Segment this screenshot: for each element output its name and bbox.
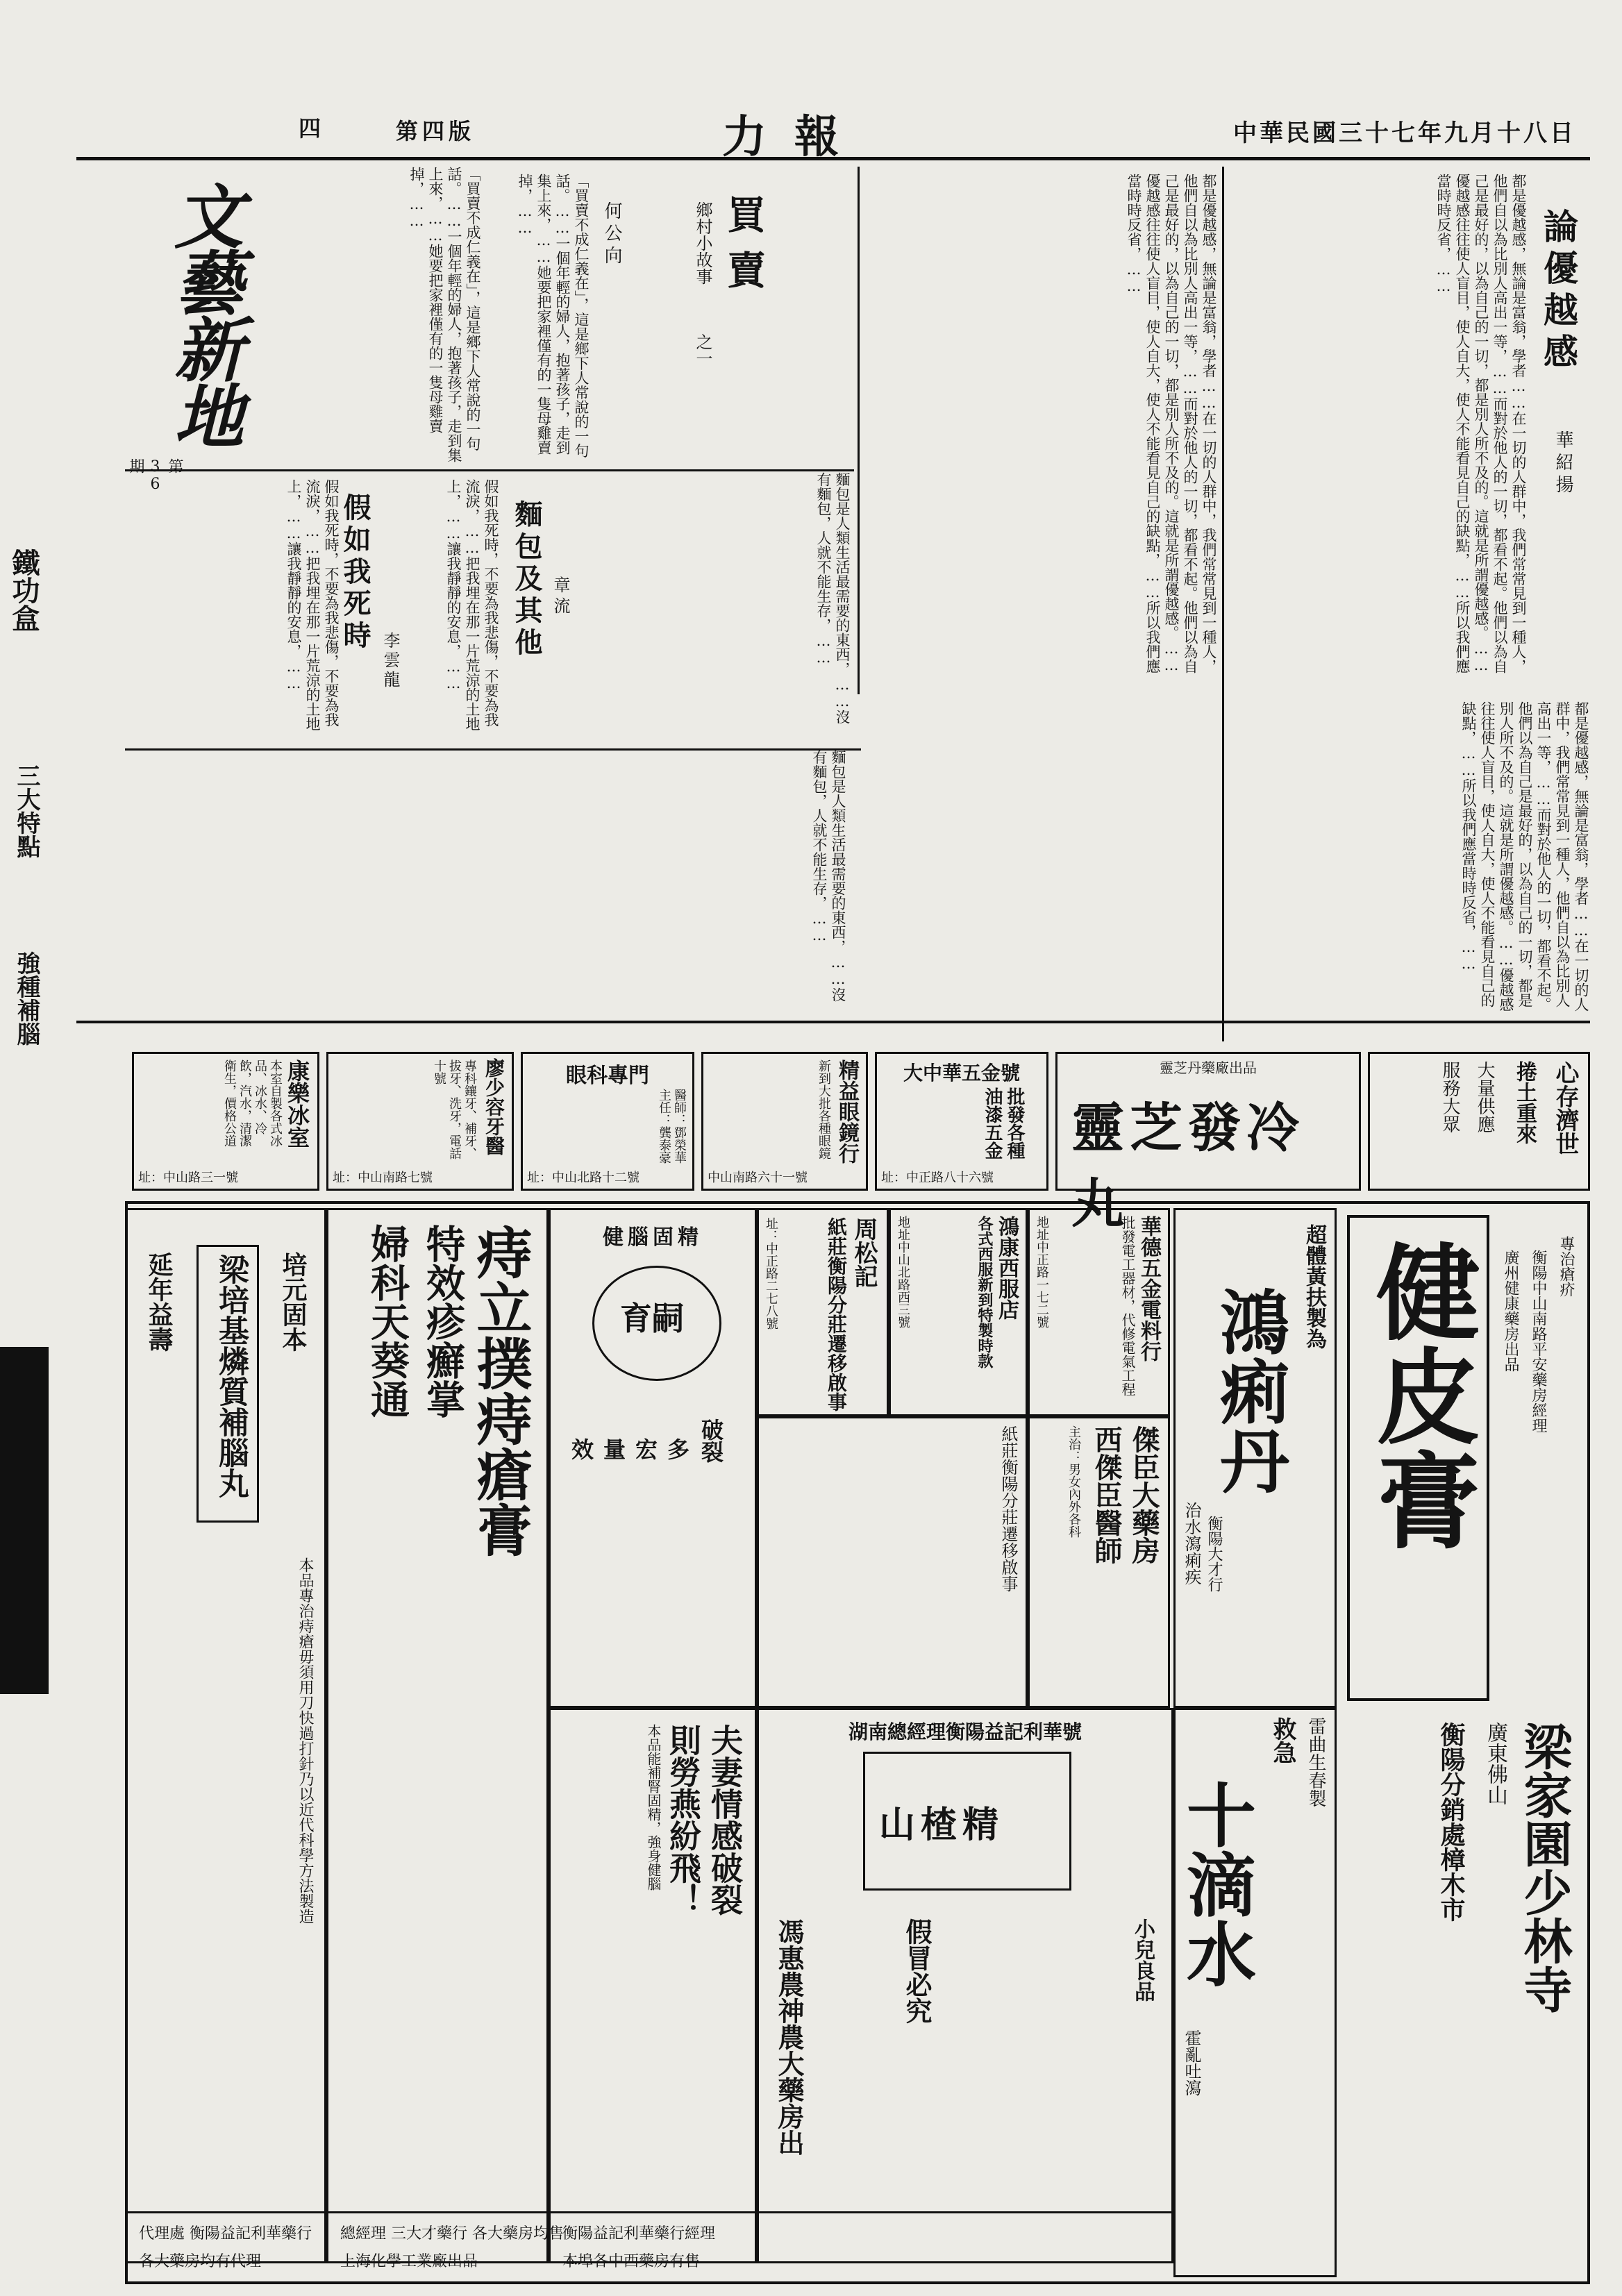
article-bread-title: 麵包及其他 [510, 500, 542, 660]
ad-lingzhi-note: 靈芝丹藥廠出品 [1160, 1059, 1257, 1076]
ad-jiannao-mid: 育嗣 [620, 1300, 684, 1337]
side-strip-mid: 三大特點 [12, 764, 40, 858]
ad-chaoti [1173, 1208, 1337, 1708]
ad-eye-address: 址：中山北路十二號 [527, 1171, 639, 1185]
ad-zhili-item-2: 婦科天葵通 [365, 1224, 410, 1418]
masthead [76, 104, 1590, 163]
article-if-dead-author: 李雲龍 [381, 632, 400, 690]
footer-4: 上海化學工業廠出品 [340, 2253, 478, 2270]
ad-shidishui-name: 十滴水 [1175, 1779, 1256, 1988]
ad-zhousong-name: 周松記 [850, 1217, 878, 1288]
ad-chaoti-top: 超體黃扶製為 [1302, 1224, 1326, 1349]
ad-jiechen [1028, 1416, 1170, 1708]
article-bread-author: 章流 [551, 576, 570, 618]
ad-jiannao [549, 1208, 757, 1708]
masthead-date: 中華民國三十七年九月十八日 [1233, 119, 1576, 147]
ad-fuqi-body: 本品能補腎固精，強身健腦 [645, 1724, 662, 1891]
article-superiority-body: 都是優越感，無論是富翁，學者……在一切的人群中，我們常常見到一種人，他們自以為比別人高出一等，……而對於他人的一切，都看不起。他們以為自己是最好的，以為自己的一切，都是別人所不及的。這就是所謂優越感。……優越感往往使人盲目，使人自大，使人不能看見自己的缺點，……所以我們應當時時反省，…… [1435, 174, 1527, 673]
article-buying-body: 「買賣不成仁義在」，這是鄉下人常說的一句話。……一個年輕的婦人，抱著孩子，走到集上來，……她要把家裡僅有的一隻母雞賣掉，…… [517, 174, 590, 458]
ad-zhousong [757, 1208, 889, 1416]
ad-zhousong-address: 址：中正路二七八號 [764, 1217, 778, 1330]
ad-chaoti-place: 衡陽大才行 [1205, 1516, 1223, 1592]
ad-eye-body: 醫師：鄧榮華 主任：龔泰豪 [657, 1089, 687, 1178]
ad-jianpi-maker: 廣州健康藥房出品 [1502, 1250, 1519, 1372]
ad-kangle-body: 本室自製各式冰品、冰水、冷飲，汽水，清潔衛生，價格公道 [222, 1059, 283, 1147]
ad-zhousong-body: 紙莊衡陽分莊遷移啟事 [825, 1217, 848, 1411]
feature-title-block [125, 167, 486, 493]
ad-huade-name: 華德五金電料行 [1137, 1216, 1161, 1361]
ad-liangjia-agent: 衡陽分銷處樟木市 [1437, 1722, 1465, 1922]
ad-peiyuan-body: 本品專治痔瘡毋須用刀快過打針乃以近代科學方法製造 [296, 1557, 314, 1924]
ad-kangle [132, 1052, 319, 1191]
ad-liangjia-name: 梁家園少林寺 [1516, 1722, 1573, 2013]
article-buying-subtitle: 鄉村小故事 [693, 201, 712, 285]
ad-huade [1028, 1208, 1170, 1416]
lower-text-band [125, 694, 1590, 1021]
ad-liangjia [1340, 1708, 1587, 2277]
ad-lingzhi-name: 靈芝發冷丸 [1071, 1097, 1305, 1234]
ad-jianpi [1340, 1208, 1587, 1708]
ad-shanzha-company: 湖南總經理衡陽益記利華號 [848, 1720, 1082, 1743]
ad-jiechen-sub: 西傑臣醫師 [1090, 1425, 1122, 1564]
ad-xincun-line-3: 服務大眾 [1439, 1061, 1460, 1133]
footer-3: 總經理 三大才藥行 各大藥房均售 [340, 2225, 564, 2243]
ad-shidishui-sub: 救急 [1269, 1717, 1296, 1764]
ad-hongkang-address: 地址中山北路西三號 [896, 1216, 910, 1328]
ad-kangle-name: 康樂冰室 [284, 1059, 310, 1148]
feature-issue: 第36期 [127, 458, 183, 493]
ad-jingyi-address: 中山南路六十一號 [708, 1171, 808, 1185]
article-superiority [1229, 167, 1590, 694]
ad-zhili-item-1: 特效疹癬掌 [420, 1224, 465, 1418]
ad-fuqi-name: 夫妻情感破裂 [706, 1724, 744, 1916]
footer-1: 代理處 衡陽益記利華藥行 [139, 2225, 312, 2243]
side-strip [0, 153, 49, 2236]
article-if-dead-body-b: 假如我死時，不要為我悲傷，不要為我流淚，……把我埋在那一片荒涼的土地上，……讓我靜靜的安息，…… [445, 479, 499, 731]
ad-peiyuan-title: 梁培基燐質補腦丸 [213, 1254, 249, 1498]
ad-huade-body: 批發電工器材，代修電氣工程 [1119, 1216, 1136, 1396]
ad-fuqi [549, 1708, 757, 2263]
ad-zhousong-branch [757, 1416, 1028, 1708]
ad-xincun-line-2: 大量供應 [1474, 1061, 1495, 1133]
ad-liao-name: 廖少容牙醫 [483, 1058, 505, 1155]
ad-shanzha-note: 小兒良品 [1130, 1918, 1155, 2002]
ad-jiechen-body: 主治：男女內外各科 [1067, 1425, 1081, 1538]
footer-5: 本埠各中西藥房有售 [562, 2253, 701, 2270]
ad-jianpi-agent: 衡陽中山南路平安藥房經理 [1530, 1250, 1547, 1433]
ad-liao-body: 專科鑲牙、補牙、拔牙、洗牙，電話十號 [432, 1059, 477, 1159]
ad-jianpi-line-1: 專治瘡疥 [1557, 1236, 1575, 1297]
masthead-mark: 四 [299, 115, 321, 142]
ad-peiyuan-small-1: 培元固本 [278, 1252, 307, 1352]
ad-dazhong-address: 址：中正路八十六號 [881, 1171, 994, 1185]
feature-title: 文藝新地 [162, 181, 244, 447]
ad-shidishui-side: 霍亂吐瀉 [1182, 2029, 1201, 2096]
ad-jingyi-name: 精益眼鏡行 [835, 1059, 859, 1164]
article-superiority-title: 論優越感 [1538, 208, 1578, 375]
ad-jiannao-claim: 破裂 [698, 1418, 724, 1463]
ad-jingyi-body: 新到大批各種眼鏡 [817, 1059, 831, 1159]
ad-jingyi-optical [701, 1052, 868, 1191]
article-buying-author: 何公向 [601, 201, 622, 268]
ad-jiannao-name: 健腦固精 [603, 1225, 703, 1250]
ad-hongkang-body: 各式西服新到特製時款 [976, 1216, 994, 1368]
article-buying-title: 買賣 [721, 194, 766, 305]
side-strip-bottom: 強種補腦 [12, 951, 40, 1046]
ad-dazhong-body: 批發各種油漆五金 [982, 1087, 1025, 1159]
article-buying [500, 167, 854, 465]
ad-hongkang [889, 1208, 1028, 1416]
ad-eye-clinic [521, 1052, 694, 1191]
ad-peiyuan [125, 1208, 326, 2263]
ad-huade-address: 地址中正路一七二號 [1035, 1216, 1049, 1328]
ad-peiyuan-small-2: 延年益壽 [144, 1252, 173, 1352]
ad-liao-address: 址：中山南路七號 [333, 1171, 433, 1185]
ad-eye-name: 眼科專門 [566, 1064, 649, 1088]
ad-xincun-line-1: 捲土重來 [1512, 1061, 1537, 1144]
side-strip-top: 鐵功盒 [8, 548, 40, 632]
ad-xincun-name: 心存濟世 [1551, 1061, 1579, 1155]
ad-zhili [326, 1208, 549, 2263]
ad-shidishui-top: 雷曲生春製 [1305, 1717, 1326, 1807]
ad-jiannao-bottom: 效量宏多 [571, 1436, 700, 1463]
ad-xincun [1368, 1052, 1590, 1191]
ad-shanzha [757, 1708, 1173, 2263]
masthead-paper-name: 力報 [722, 112, 867, 163]
ad-liangjia-region: 廣東佛山 [1483, 1722, 1507, 1805]
ad-zhili-name: 痔立撲痔瘡膏 [467, 1224, 532, 1557]
ad-dazhong-hardware [875, 1052, 1048, 1191]
ad-huangzhi-name: 馮惠農神農大藥房出 [774, 1918, 804, 2156]
ad-shanzha-name: 山楂精 [879, 1804, 1005, 1846]
ad-fuqi-sub: 則勞燕紛飛！ [664, 1724, 702, 1916]
article-if-dead-title: 假如我死時 [339, 493, 371, 653]
footer-2: 各大藥房均有代理 [139, 2253, 262, 2270]
ad-liao-dentist [326, 1052, 514, 1191]
ad-hongkang-name: 鴻康西服店 [994, 1216, 1019, 1320]
article-bread-body: 麵包是人類生活最需要的東西，……沒有麵包，人就不能生存，…… [815, 472, 851, 724]
article-superiority-author: 華紹揚 [1553, 430, 1573, 497]
article-if-dead-body: 假如我死時，不要為我悲傷，不要為我流淚，……把我埋在那一片荒涼的土地上，……讓我靜靜的安息，…… [285, 479, 340, 731]
ad-jiechen-name: 傑臣大藥房 [1128, 1425, 1160, 1564]
footer-6: 衡陽益記利華藥行經理 [562, 2225, 716, 2243]
ad-jianpi-title: 健皮膏 [1358, 1239, 1479, 1551]
ad-zhousong-branch-body: 紙莊衡陽分莊遷移啟事 [998, 1425, 1018, 1592]
masthead-page-number: 第四版 [396, 118, 476, 144]
ad-kangle-address: 址：中山路三一號 [138, 1171, 238, 1185]
article-continuation-a [861, 167, 1222, 694]
ad-chaoti-sub: 治水瀉痢疾 [1182, 1502, 1201, 1585]
article-continuation-a-body: 都是優越感，無論是富翁，學者……在一切的人群中，我們常常見到一種人，他們自以為比別人高出一等，……而對於他人的一切，都看不起。他們以為自己是最好的，以為自己的一切，都是別人所不及的。這就是所謂優越感。……優越感往往使人盲目，使人自大，使人不能看見自己的缺點，……所以我們應當時時反省，…… [1126, 174, 1217, 673]
ad-dazhong-name: 大中華五金號 [903, 1062, 1020, 1084]
lower-text-band-body-b: 麵包是人類生活最需要的東西，……沒有麵包，人就不能生存，…… [811, 750, 846, 1002]
feature-side-text: 「買賣不成仁義在」，這是鄉下人常說的一句話。……一個年輕的婦人，抱著孩子，走到集上來，……她要把家裡僅有的一隻母雞賣掉，…… [408, 167, 481, 462]
article-buying-series: 之一 [693, 333, 712, 367]
ad-huangzhi-sub: 假冒必究 [901, 1918, 932, 2024]
ad-chaoti-title: 鴻痢丹 [1208, 1287, 1289, 1495]
ad-shidishui [1173, 1708, 1337, 2277]
ad-lingzhi-pills [1055, 1052, 1361, 1234]
lower-text-band-body-a: 都是優越感，無論是富翁，學者……在一切的人群中，我們常常見到一種人，他們自以為比別人高出一等，……而對於他人的一切，都看不起。他們以為自己是最好的，以為自己的一切，都是別人所不及的。這就是所謂優越感。……優越感往往使人盲目，使人自大，使人不能看見自己的缺點，……所以我們應當時時反省，…… [1460, 701, 1589, 1012]
